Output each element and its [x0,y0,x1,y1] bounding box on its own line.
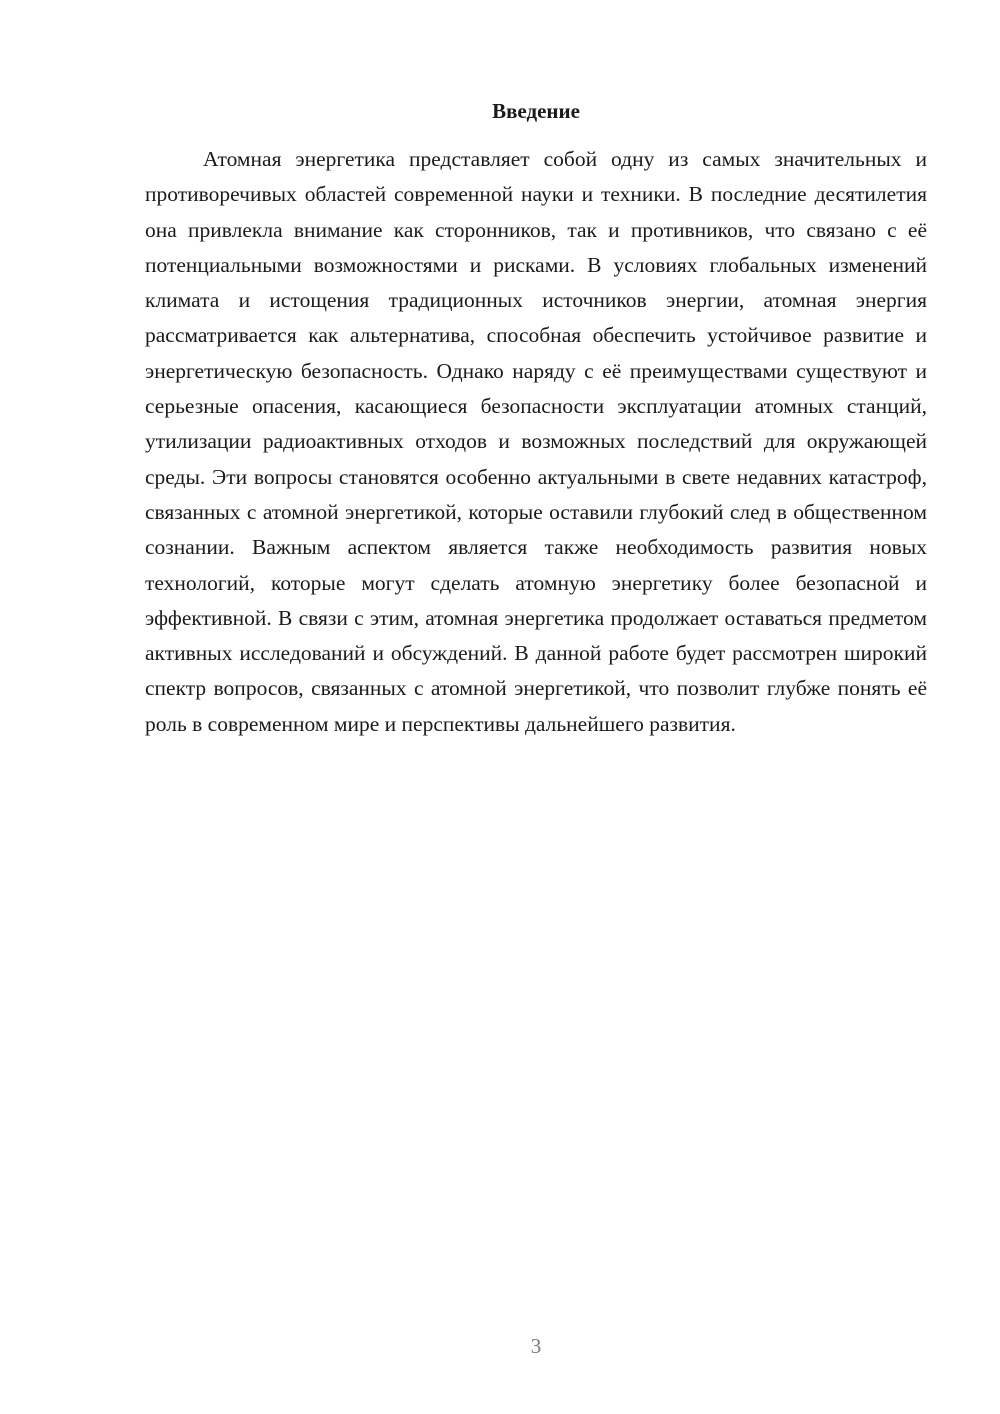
page-number: 3 [530,1334,542,1358]
section-heading: Введение [492,99,580,123]
introduction-paragraph: Атомная энергетика представляет собой одну из самых значительных и противоречивых областей современной науки и техники. В последние десятилетия она привлекла внимание как сторонников, так и противников, что связано с её потенциальными возможностями и рисками. В условиях глобальных изменений климата и истощения традиционных источников энергии, атомная энергия рассматривается как альтернатива, способная обеспечить устойчивое развитие и энергетическую безопасность. Однако наряду с её преимуществами существуют и серьезные опасения, касающиеся безопасности эксплуатации атомных станций, утилизации радиоактивных отходов и возможных последствий для окружающей среды. Эти вопросы становятся особенно актуальными в свете недавних катастроф, связанных с атомной энергетикой, которые оставили глубокий след в общественном сознании. Важным аспектом является также необходимость развития новых технологий, которые могут сделать атомную энергетику более безопасной и эффективной. В связи с этим, атомная энергетика продолжает оставаться предметом активных исследований и обсуждений. В данной работе будет рассмотрен широкий спектр вопросов, связанных с атомной энергетикой, что позволит глубже понять её роль в современном мире и перспективы дальнейшего развития. [145,147,927,736]
